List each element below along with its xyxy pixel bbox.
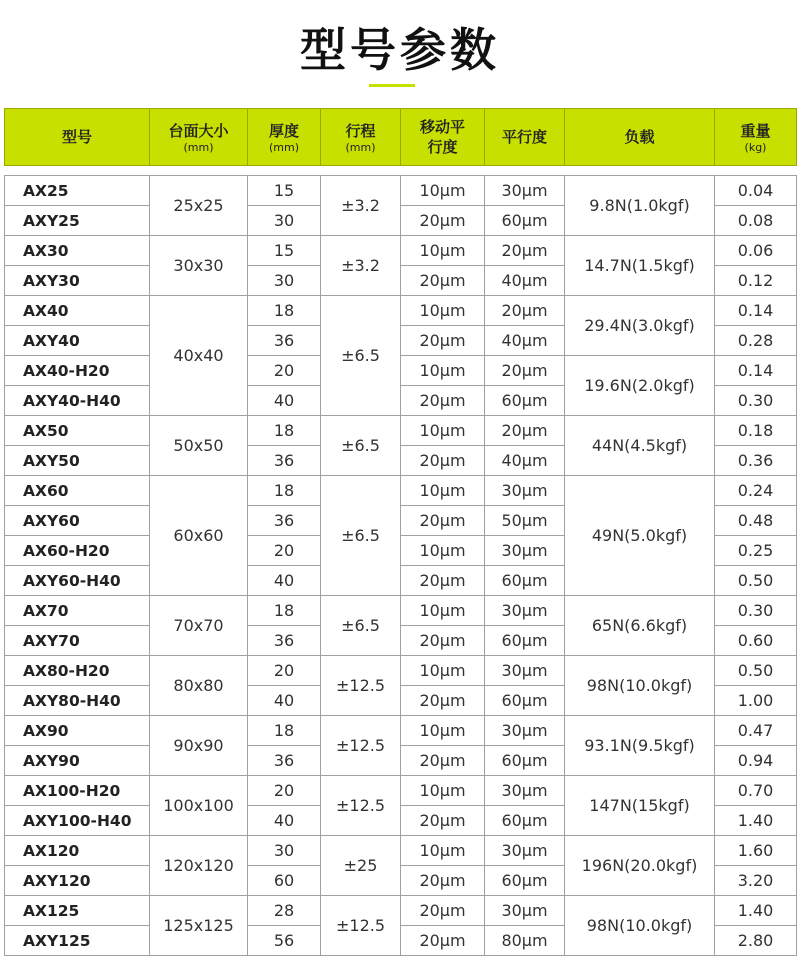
header-parallelism [485,109,565,166]
thickness-cell: 40 [248,686,321,716]
weight-cell: 0.60 [715,626,797,656]
weight-cell: 0.50 [715,656,797,686]
model-cell: AXY100-H40 [5,806,150,836]
thickness-cell: 20 [248,536,321,566]
weight-cell: 0.30 [715,596,797,626]
table-row [5,236,797,266]
model-cell: AX30 [5,236,150,266]
parallelism-cell: 60μm [485,386,565,416]
parallelism-cell: 20μm [485,416,565,446]
stroke-cell: ±6.5 [321,596,401,656]
stroke-cell: ±6.5 [321,296,401,416]
parallelism-cell: 30μm [485,716,565,746]
header-label: 行程 [345,121,376,140]
moving-parallelism-cell: 10μm [401,836,485,866]
table-row [5,296,797,326]
table-row [5,476,797,506]
weight-cell: 0.14 [715,356,797,386]
weight-cell: 1.40 [715,806,797,836]
model-cell: AXY60 [5,506,150,536]
header-load [565,109,715,166]
weight-cell: 1.00 [715,686,797,716]
weight-cell: 0.24 [715,476,797,506]
load-cell: 29.4N(3.0kgf) [565,296,715,356]
parallelism-cell: 30μm [485,896,565,926]
header-unit: (mm) [183,140,214,154]
stroke-cell: ±6.5 [321,476,401,596]
moving-parallelism-cell: 10μm [401,296,485,326]
header-label: 移动平行度 [419,118,465,156]
header-row [5,109,797,166]
spec-table-body [5,176,797,956]
parallelism-cell: 50μm [485,506,565,536]
weight-cell: 0.50 [715,566,797,596]
header-stroke [321,109,401,166]
thickness-cell: 15 [248,236,321,266]
page-title: 型号参数 [300,23,500,77]
weight-cell: 0.18 [715,416,797,446]
model-cell: AX40 [5,296,150,326]
moving-parallelism-cell: 20μm [401,926,485,956]
moving-parallelism-cell: 10μm [401,536,485,566]
table-row [5,176,797,206]
model-cell: AXY70 [5,626,150,656]
model-cell: AXY90 [5,746,150,776]
thickness-cell: 30 [248,206,321,236]
weight-cell: 0.25 [715,536,797,566]
load-cell: 147N(15kgf) [565,776,715,836]
thickness-cell: 20 [248,656,321,686]
parallelism-cell: 60μm [485,686,565,716]
thickness-cell: 15 [248,176,321,206]
load-cell: 49N(5.0kgf) [565,476,715,596]
table-size-cell: 50x50 [150,416,248,476]
header-label: 厚度 [268,121,299,140]
moving-parallelism-cell: 20μm [401,806,485,836]
load-cell: 65N(6.6kgf) [565,596,715,656]
model-cell: AXY120 [5,866,150,896]
stroke-cell: ±12.5 [321,896,401,956]
model-cell: AX50 [5,416,150,446]
thickness-cell: 30 [248,836,321,866]
stroke-cell: ±12.5 [321,656,401,716]
header-label: 平行度 [501,128,547,146]
thickness-cell: 60 [248,866,321,896]
weight-cell: 0.04 [715,176,797,206]
moving-parallelism-cell: 10μm [401,236,485,266]
thickness-cell: 40 [248,566,321,596]
thickness-cell: 36 [248,326,321,356]
load-cell: 44N(4.5kgf) [565,416,715,476]
load-cell: 14.7N(1.5kgf) [565,236,715,296]
thickness-cell: 36 [248,746,321,776]
weight-cell: 0.47 [715,716,797,746]
header-unit: (mm) [268,140,299,154]
spec-table-wrapper [4,108,797,956]
weight-cell: 0.94 [715,746,797,776]
weight-cell: 0.14 [715,296,797,326]
weight-cell: 0.08 [715,206,797,236]
model-cell: AXY30 [5,266,150,296]
model-cell: AX25 [5,176,150,206]
thickness-cell: 40 [248,386,321,416]
thickness-cell: 20 [248,356,321,386]
table-size-cell: 70x70 [150,596,248,656]
table-row [5,716,797,746]
moving-parallelism-cell: 20μm [401,446,485,476]
table-size-cell: 30x30 [150,236,248,296]
parallelism-cell: 20μm [485,236,565,266]
moving-parallelism-cell: 20μm [401,266,485,296]
weight-cell: 0.36 [715,446,797,476]
model-cell: AX100-H20 [5,776,150,806]
thickness-cell: 40 [248,806,321,836]
parallelism-cell: 20μm [485,356,565,386]
table-size-cell: 90x90 [150,716,248,776]
thickness-cell: 18 [248,476,321,506]
moving-parallelism-cell: 20μm [401,566,485,596]
model-cell: AX60-H20 [5,536,150,566]
parallelism-cell: 60μm [485,806,565,836]
model-cell: AXY40 [5,326,150,356]
spec-table [4,108,797,956]
table-row [5,776,797,806]
model-cell: AX70 [5,596,150,626]
model-cell: AX125 [5,896,150,926]
header-label: 重量 [740,121,771,140]
weight-cell: 0.12 [715,266,797,296]
parallelism-cell: 30μm [485,776,565,806]
thickness-cell: 18 [248,716,321,746]
moving-parallelism-cell: 20μm [401,896,485,926]
model-cell: AX90 [5,716,150,746]
moving-parallelism-cell: 10μm [401,596,485,626]
moving-parallelism-cell: 10μm [401,716,485,746]
parallelism-cell: 60μm [485,206,565,236]
model-cell: AXY80-H40 [5,686,150,716]
table-size-cell: 125x125 [150,896,248,956]
moving-parallelism-cell: 20μm [401,386,485,416]
table-size-cell: 80x80 [150,656,248,716]
moving-parallelism-cell: 20μm [401,686,485,716]
weight-cell: 0.28 [715,326,797,356]
weight-cell: 0.48 [715,506,797,536]
parallelism-cell: 60μm [485,866,565,896]
load-cell: 93.1N(9.5kgf) [565,716,715,776]
model-cell: AX120 [5,836,150,866]
stroke-cell: ±3.2 [321,236,401,296]
thickness-cell: 18 [248,416,321,446]
header-moving-parallelism [401,109,485,166]
moving-parallelism-cell: 20μm [401,866,485,896]
load-cell: 98N(10.0kgf) [565,656,715,716]
thickness-cell: 36 [248,506,321,536]
table-row [5,596,797,626]
header-weight [715,109,797,166]
weight-cell: 1.60 [715,836,797,866]
thickness-cell: 56 [248,926,321,956]
header-label: 型号 [61,128,92,146]
header-unit: (kg) [744,140,767,154]
table-row [5,656,797,686]
model-cell: AX60 [5,476,150,506]
moving-parallelism-cell: 10μm [401,356,485,386]
moving-parallelism-cell: 20μm [401,626,485,656]
header-label: 台面大小 [168,121,229,140]
parallelism-cell: 30μm [485,596,565,626]
model-cell: AXY60-H40 [5,566,150,596]
table-row [5,896,797,926]
table-size-cell: 40x40 [150,296,248,416]
parallelism-cell: 30μm [485,836,565,866]
stroke-cell: ±25 [321,836,401,896]
header-model [5,109,150,166]
load-cell: 19.6N(2.0kgf) [565,356,715,416]
parallelism-cell: 30μm [485,656,565,686]
parallelism-cell: 30μm [485,176,565,206]
table-size-cell: 100x100 [150,776,248,836]
spec-table-header [5,109,797,166]
parallelism-cell: 30μm [485,536,565,566]
parallelism-cell: 20μm [485,296,565,326]
header-table-size [150,109,248,166]
moving-parallelism-cell: 10μm [401,416,485,446]
stroke-cell: ±12.5 [321,716,401,776]
parallelism-cell: 60μm [485,566,565,596]
moving-parallelism-cell: 10μm [401,476,485,506]
weight-cell: 0.06 [715,236,797,266]
thickness-cell: 18 [248,296,321,326]
thickness-cell: 36 [248,446,321,476]
model-cell: AXY40-H40 [5,386,150,416]
header-gap [5,166,797,176]
moving-parallelism-cell: 20μm [401,746,485,776]
thickness-cell: 30 [248,266,321,296]
table-size-cell: 60x60 [150,476,248,596]
parallelism-cell: 40μm [485,266,565,296]
moving-parallelism-cell: 20μm [401,326,485,356]
parallelism-cell: 80μm [485,926,565,956]
header-unit: (mm) [345,140,376,154]
stroke-cell: ±6.5 [321,416,401,476]
moving-parallelism-cell: 20μm [401,506,485,536]
table-row [5,836,797,866]
load-cell: 98N(10.0kgf) [565,896,715,956]
parallelism-cell: 60μm [485,626,565,656]
stroke-cell: ±12.5 [321,776,401,836]
table-row [5,416,797,446]
moving-parallelism-cell: 20μm [401,206,485,236]
title-underline [369,84,415,87]
model-cell: AX40-H20 [5,356,150,386]
thickness-cell: 28 [248,896,321,926]
weight-cell: 0.30 [715,386,797,416]
weight-cell: 1.40 [715,896,797,926]
thickness-cell: 18 [248,596,321,626]
moving-parallelism-cell: 10μm [401,776,485,806]
stroke-cell: ±3.2 [321,176,401,236]
table-size-cell: 120x120 [150,836,248,896]
weight-cell: 3.20 [715,866,797,896]
parallelism-cell: 40μm [485,446,565,476]
weight-cell: 2.80 [715,926,797,956]
model-cell: AX80-H20 [5,656,150,686]
model-cell: AXY125 [5,926,150,956]
load-cell: 9.8N(1.0kgf) [565,176,715,236]
table-row [5,356,797,386]
model-cell: AXY50 [5,446,150,476]
load-cell: 196N(20.0kgf) [565,836,715,896]
moving-parallelism-cell: 10μm [401,176,485,206]
thickness-cell: 36 [248,626,321,656]
header-thickness [248,109,321,166]
header-label: 负载 [624,128,655,146]
table-size-cell: 25x25 [150,176,248,236]
thickness-cell: 20 [248,776,321,806]
moving-parallelism-cell: 10μm [401,656,485,686]
parallelism-cell: 60μm [485,746,565,776]
weight-cell: 0.70 [715,776,797,806]
parallelism-cell: 30μm [485,476,565,506]
model-cell: AXY25 [5,206,150,236]
parallelism-cell: 40μm [485,326,565,356]
